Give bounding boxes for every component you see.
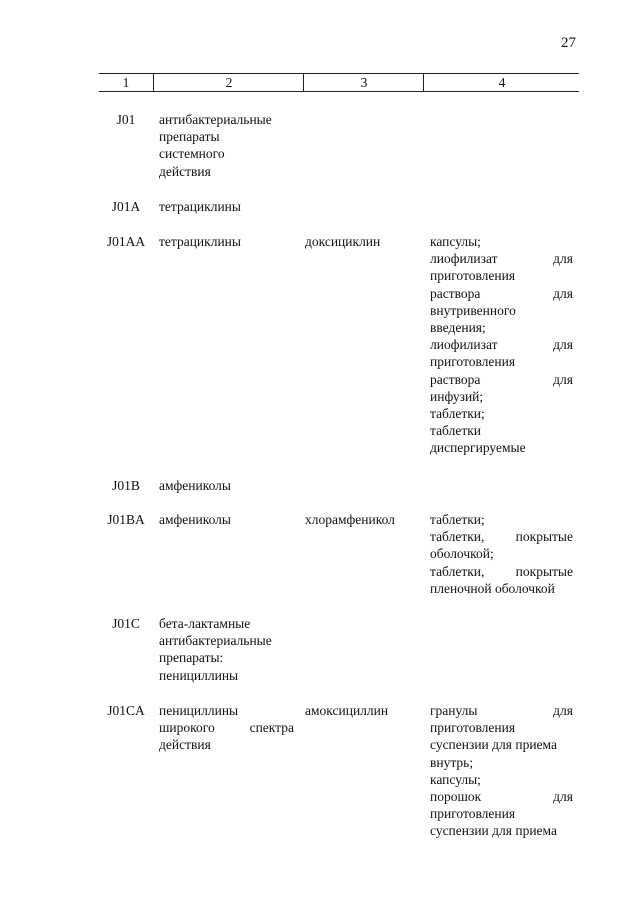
group-name: [159, 511, 294, 528]
word: широкого: [159, 720, 215, 736]
word: таблетки,: [430, 563, 485, 579]
word: таблетки: [430, 423, 482, 439]
form-line: [430, 788, 573, 805]
word: капсулы;: [430, 234, 481, 249]
name-line: препараты:: [159, 650, 224, 666]
word: капсулы;: [430, 771, 481, 787]
atc-code: J01C: [112, 616, 140, 631]
atc-code: J01B: [112, 478, 140, 493]
form-line: [430, 511, 573, 528]
header-col-3: 3: [303, 74, 424, 91]
name-line: [159, 736, 294, 753]
form-line: [430, 719, 573, 736]
word: покрытые: [515, 529, 573, 545]
word: порошок: [430, 789, 482, 805]
word: введения;: [430, 320, 486, 336]
word: внутрь;: [430, 754, 474, 770]
word: пленочной оболочкой: [430, 580, 555, 596]
word: внутривенного: [430, 302, 516, 318]
name-line: бета-лактамные: [159, 616, 251, 631]
form-line: [430, 805, 573, 822]
word: лиофилизат: [430, 337, 498, 353]
word: оболочкой;: [430, 546, 494, 562]
dosage-forms: [430, 702, 573, 840]
atc-code: J01CA: [107, 703, 145, 718]
group-name: [159, 198, 294, 215]
form-line: [430, 405, 573, 422]
drug-name: хлорамфеникол: [305, 512, 395, 527]
word: диспергируемые: [430, 440, 526, 456]
word: раствора: [430, 371, 481, 387]
form-line: [430, 336, 573, 353]
name-line: тетрациклины: [159, 199, 241, 214]
form-line: [430, 580, 573, 597]
word: приготовления: [430, 354, 516, 370]
word: приготовления: [430, 720, 516, 736]
header-col-2: 2: [153, 74, 304, 91]
atc-code: J01AA: [106, 234, 146, 249]
name-line: препараты: [159, 129, 220, 145]
word: суспензии для приема: [430, 823, 557, 839]
form-line: [430, 267, 573, 284]
form-line: [430, 371, 573, 388]
word: таблетки;: [430, 512, 485, 527]
word: для: [553, 371, 573, 387]
form-line: [430, 439, 573, 456]
form-line: [430, 702, 573, 719]
header-col-4: 4: [423, 74, 580, 91]
group-name: [159, 111, 294, 180]
atc-code: J01A: [111, 199, 141, 214]
form-line: [430, 233, 573, 250]
word: гранулы: [430, 703, 478, 718]
form-line: [430, 822, 573, 839]
name-line: антибактериальные: [159, 112, 272, 127]
form-line: [430, 353, 573, 370]
word: пенициллины: [159, 703, 239, 718]
form-line: [430, 250, 573, 267]
group-name: [159, 615, 294, 684]
name-line: амфениколы: [159, 478, 231, 493]
name-line: [159, 702, 294, 719]
form-line: [430, 545, 573, 562]
form-line: [430, 754, 573, 771]
word: раствора: [430, 285, 481, 301]
form-line: [430, 319, 573, 336]
atc-code: J01BA: [107, 512, 145, 527]
page-number: 27: [561, 35, 576, 51]
drug-name: амоксициллин: [305, 703, 389, 718]
name-line: системного: [159, 146, 225, 162]
name-line: антибактериальные: [159, 633, 272, 649]
form-line: [430, 422, 573, 439]
word: покрытые: [515, 563, 573, 579]
form-line: [430, 302, 573, 319]
word: для: [553, 251, 573, 267]
drug-name: доксициклин: [305, 234, 381, 249]
form-line: [430, 563, 573, 580]
word: приготовления: [430, 268, 516, 284]
group-name: [159, 233, 294, 250]
name-line: [159, 719, 294, 736]
word: инфузий;: [430, 388, 484, 404]
word: для: [553, 337, 573, 353]
word: суспензии для приема: [430, 737, 557, 753]
word: для: [553, 285, 573, 301]
dosage-forms: [430, 233, 573, 457]
word: для: [553, 703, 573, 718]
form-line: [430, 388, 573, 405]
word: для: [553, 789, 573, 805]
form-line: [430, 771, 573, 788]
group-name: [159, 477, 294, 494]
word: спектра: [249, 720, 294, 736]
word: таблетки,: [430, 529, 485, 545]
form-line: [430, 528, 573, 545]
word: действия: [159, 737, 211, 753]
name-line: пенициллины: [159, 667, 239, 683]
group-name: [159, 702, 294, 754]
dosage-forms: [430, 511, 573, 597]
header-col-1: 1: [122, 75, 130, 90]
table-header: [99, 73, 579, 92]
form-line: [430, 736, 573, 753]
form-line: [430, 285, 573, 302]
atc-code: J01: [116, 112, 136, 127]
word: приготовления: [430, 806, 516, 822]
name-line: действия: [159, 163, 211, 179]
word: таблетки;: [430, 406, 485, 422]
word: лиофилизат: [430, 251, 498, 267]
name-line: амфениколы: [159, 512, 231, 527]
name-line: тетрациклины: [159, 234, 241, 249]
